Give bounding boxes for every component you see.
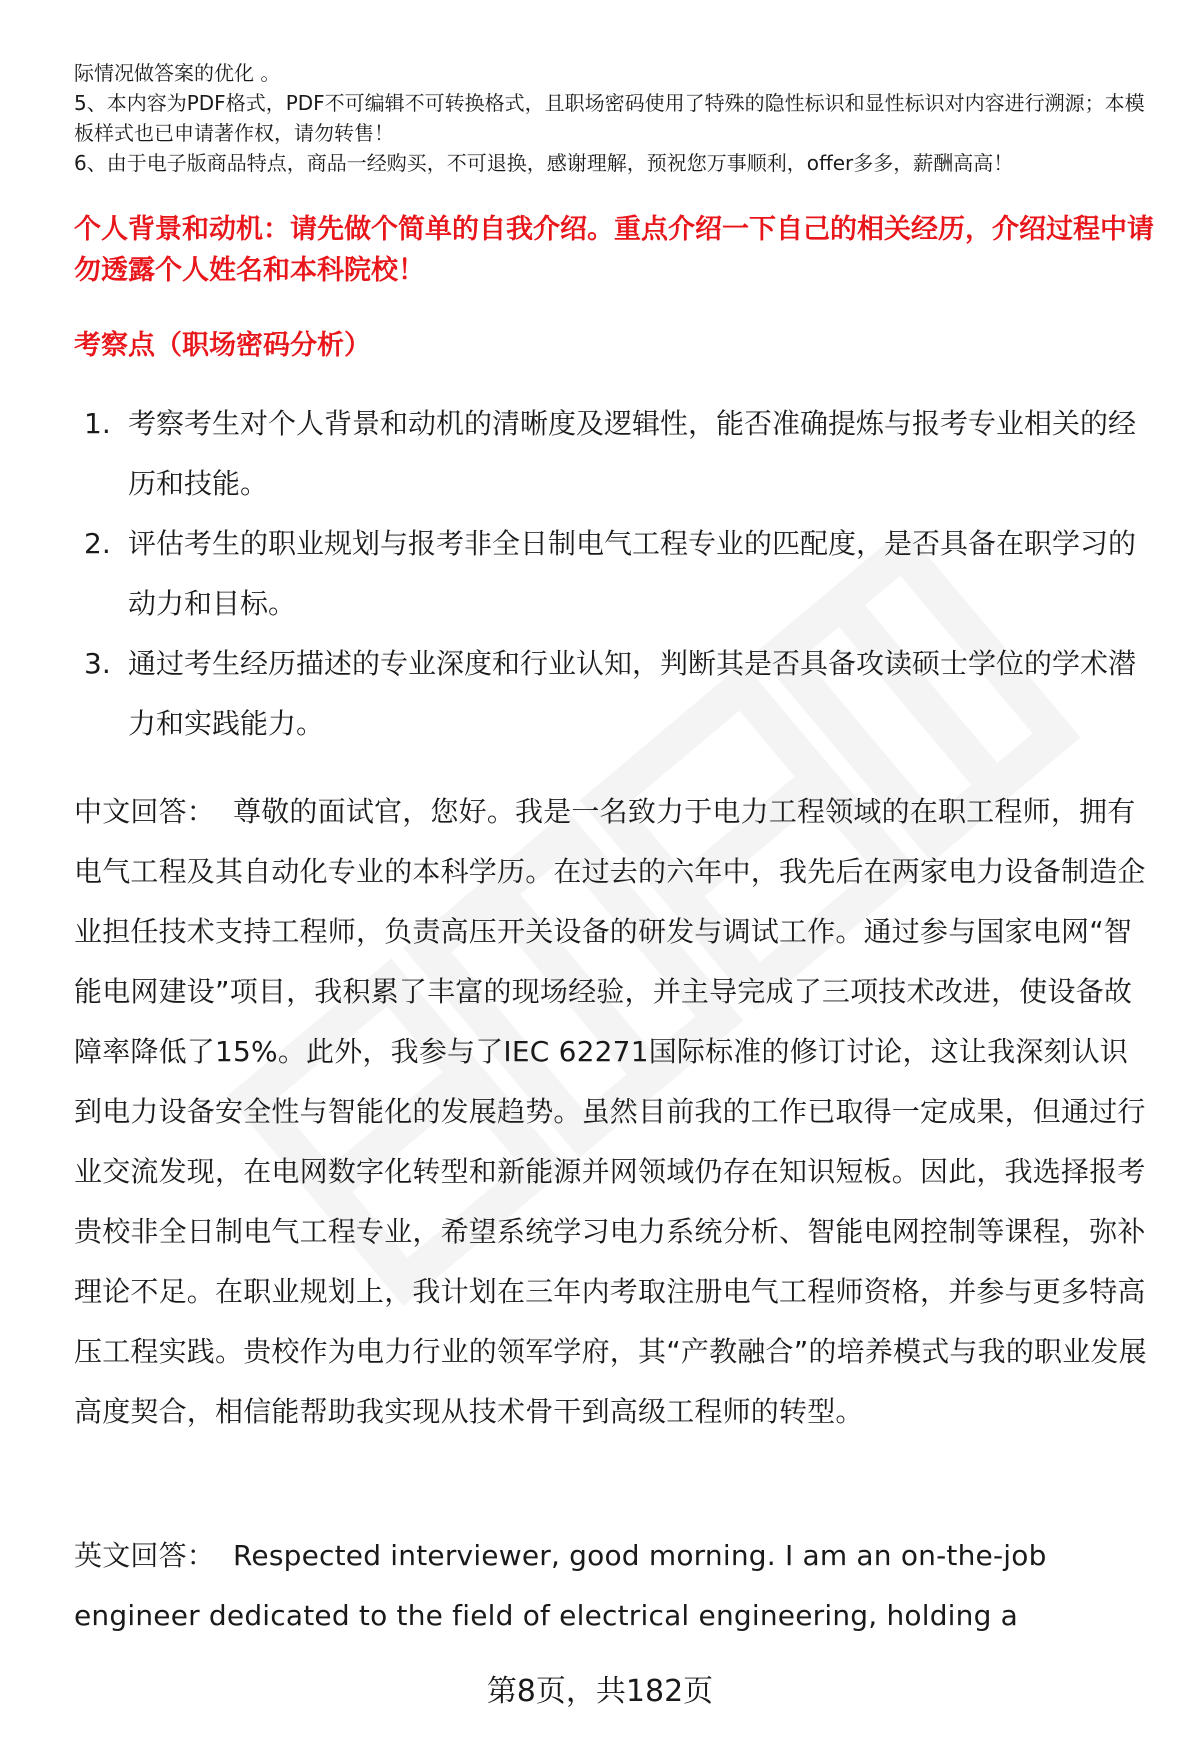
answer-chinese (74, 782, 1154, 1442)
answer-english (74, 1526, 1154, 1646)
page-number: 第8页，共182页 (486, 1674, 714, 1709)
points-list (84, 394, 1154, 754)
answer-chinese-label: 中文回答： (74, 795, 216, 828)
list-item-text: 评估考生的职业规划与报考非全日制电气工程专业的匹配度，是否具备在职学习的动力和目标。 (128, 527, 1137, 620)
list-item-number: 2. (84, 527, 111, 560)
list-item-text: 通过考生经历描述的专业深度和行业认知，判断其是否具备攻读硕士学位的学术潜力和实践能力。 (128, 647, 1137, 740)
notes-block (74, 58, 1154, 178)
list-item (84, 394, 1154, 514)
note-line: 5、本内容为PDF格式，PDF不可编辑不可转换格式，且职场密码使用了特殊的隐性标识和显性标识对内容进行溯源；本模板样式也已申请著作权，请勿转售！ (74, 91, 1145, 145)
list-item (84, 514, 1154, 634)
note-line: 6、由于电子版商品特点，商品一经购买，不可退换，感谢理解，预祝您万事顺利，offer多多，薪酬高高！ (74, 151, 1014, 175)
list-item-number: 1. (84, 407, 111, 440)
note-line: 际情况做答案的优化 。 (74, 61, 281, 85)
question-heading: 个人背景和动机：请先做个简单的自我介绍。重点介绍一下自己的相关经历，介绍过程中请勿透露个人姓名和本科院校！ (74, 214, 1154, 286)
list-item (84, 634, 1154, 754)
list-item-text: 考察考生对个人背景和动机的清晰度及逻辑性，能否准确提炼与报考专业相关的经历和技能。 (128, 407, 1137, 500)
answer-english-label: 英文回答： (74, 1539, 216, 1572)
answer-english-text: Respected interviewer, good morning. I am an on-the-job engineer dedicated to the field of electrical engineering, holding a (74, 1539, 1047, 1632)
points-title: 考察点（职场密码分析） (74, 330, 371, 361)
list-item-number: 3. (84, 647, 111, 680)
answer-chinese-text: 尊敬的面试官，您好。我是一名致力于电力工程领域的在职工程师，拥有电气工程及其自动化专业的本科学历。在过去的六年中，我先后在两家电力设备制造企业担任技术支持工程师，负责高压开关设备的研发与调试工作。通过参与国家电网“智能电网建设”项目，我积累了丰富的现场经验，并主导完成了三项技术改进，使设备故障率降低了15%。此外，我参与了IEC 62271国际标准的修订讨论，这让我深刻认识到电力设备安全性与智能化的发展趋势。虽然目前我的工作已取得一定成果，但通过行业交流发现，在电网数字化转型和新能源并网领域仍存在知识短板。因此，我选择报考贵校非全日制电气工程专业，希望系统学习电力系统分析、智能电网控制等课程，弥补理论不足。在职业规划上，我计划在三年内考取注册电气工程师资格，并参与更多特高压工程实践。贵校作为电力行业的领军学府，其“产教融合”的培养模式与我的职业发展高度契合，相信能帮助我实现从技术骨干到高级工程师的转型。 (74, 795, 1147, 1428)
